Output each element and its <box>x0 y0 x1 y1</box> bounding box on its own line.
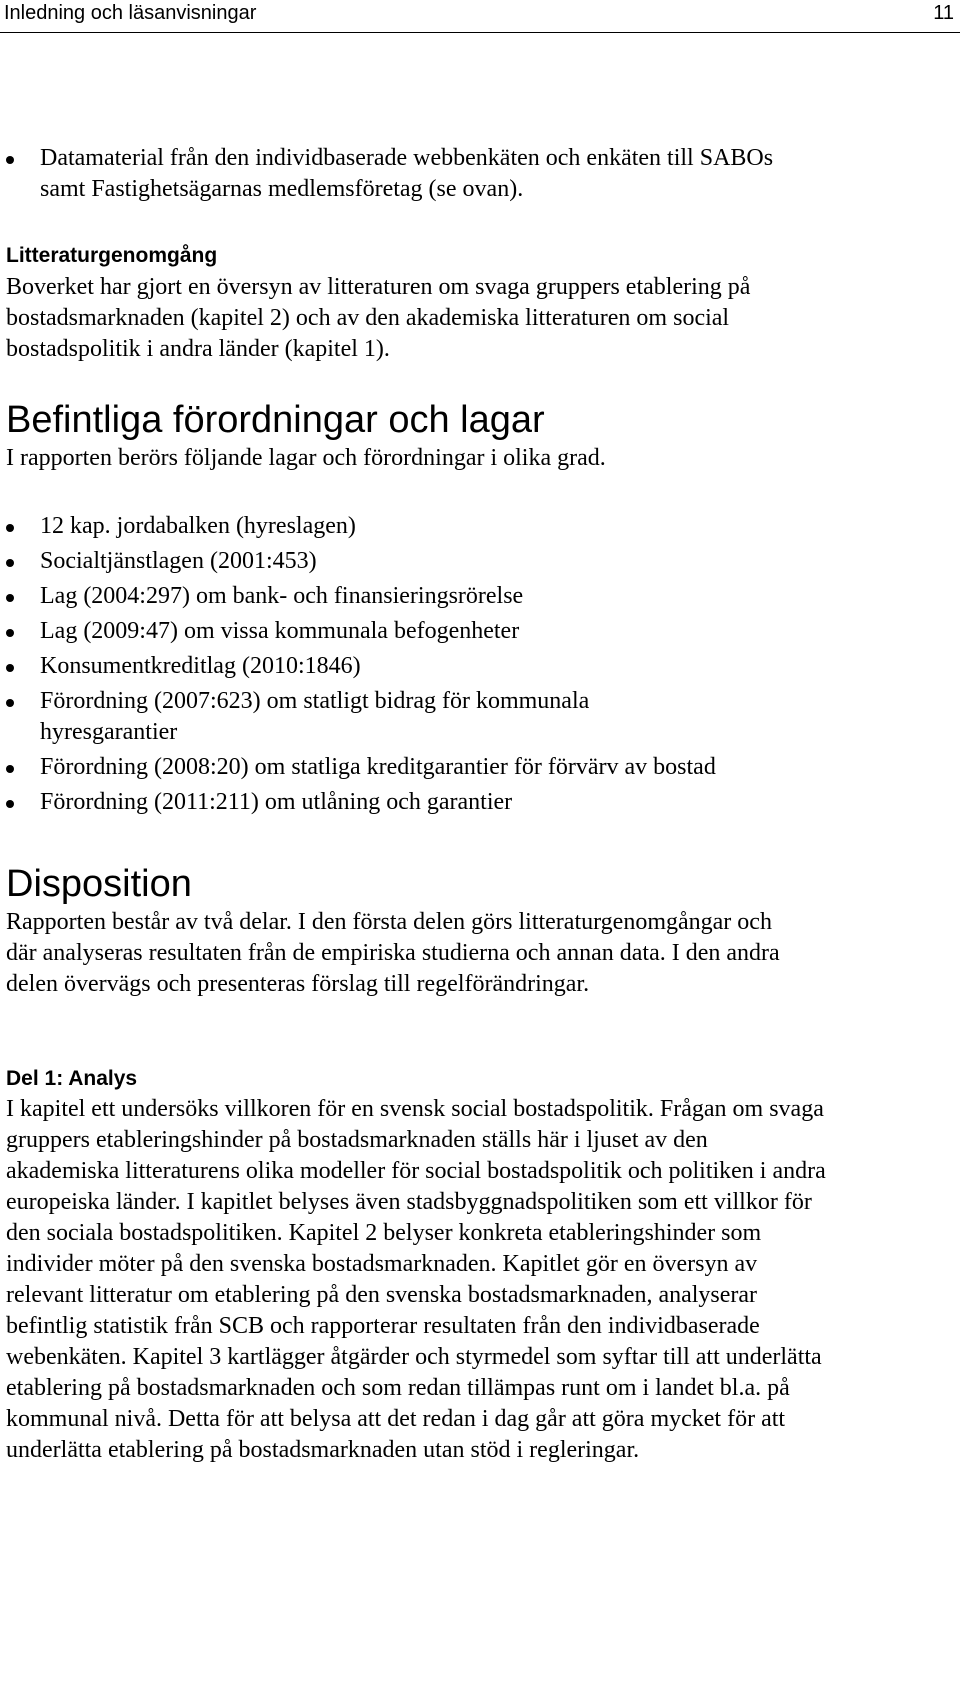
disposition-heading: Disposition <box>6 863 192 905</box>
list-item <box>6 787 836 818</box>
list-item <box>6 581 836 612</box>
list-item-text: Konsumentkreditlag (2010:1846) <box>40 653 361 679</box>
list-item-text: Lag (2004:297) om bank- och finansieringsrörelse <box>40 583 524 609</box>
list-item-text: Datamaterial från den individbaserade webbenkäten och enkäten till SABOs samt Fastighetsägarnas medlemsföretag (se ovan). <box>40 145 774 202</box>
list-item-text: 12 kap. jordabalken (hyreslagen) <box>40 513 356 539</box>
laws-intro: I rapporten berörs följande lagar och förordningar i olika grad. <box>6 445 606 471</box>
list-item-text: Lag (2009:47) om vissa kommunala befogenheter <box>40 618 520 644</box>
part1-paragraph: I kapitel ett undersöks villkoren för en svensk social bostadspolitik. Frågan om svaga gruppers etableringshinder på bostadsmarknaden ställs här i ljuset av den akademiska litteraturens olika modeller för social bostadspolitik och politiken i andra europeiska länder. I kapitlet belyses även stadsbyggnadspolitiken som ett villkor för den sociala bostadspolitiken. Kapitel 2 belyser konkreta etableringshinder som individer möter på den svenska bostadsmarknaden. Kapitlet gör en översyn av relevant litteratur om etablering på den svenska bostadsmarknaden, analyserar befintlig statistik från SCB och rapporterar resultaten från den individbaserade webenkäten. Kapitel 3 kartlägger åtgärder och styrmedel som syftar till att underlätta etablering på bostadsmarknaden och som redan tillämpas runt om i landet bl.a. på kommunal nivå. Detta för att belysa att det redan i dag går att göra mycket för att underlätta etablering på bostadsmarknaden utan stöd i regleringar. <box>6 1096 826 1463</box>
disposition-paragraph: Rapporten består av två delar. I den första delen görs litteraturgenomgångar och där analyseras resultaten från de empiriska studierna och annan data. I den andra delen övervägs och presenteras förslag till regelförändringar. <box>6 909 780 997</box>
bullet-icon <box>6 800 14 808</box>
literature-heading: Litteraturgenomgång <box>6 244 218 267</box>
list-item-text: Förordning (2011:211) om utlåning och garantier <box>40 789 513 815</box>
running-header-title: Inledning och läsanvisningar <box>4 2 257 24</box>
list-item <box>6 686 700 748</box>
list-item <box>6 651 836 682</box>
list-item-text: Förordning (2008:20) om statliga kreditgarantier för förvärv av bostad <box>40 754 716 780</box>
list-item-text: Socialtjänstlagen (2001:453) <box>40 548 317 574</box>
laws-heading: Befintliga förordningar och lagar <box>6 399 545 441</box>
literature-paragraph: Boverket har gjort en översyn av litteraturen om svaga gruppers etablering på bostadsmarknaden (kapitel 2) och av den akademiska litteraturen om social bostadspolitik i andra länder (kapitel 1). <box>6 274 751 362</box>
bullet-icon <box>6 156 14 164</box>
page-number: 11 <box>933 2 954 24</box>
list-item-text: Förordning (2007:623) om statligt bidrag för kommunala hyresgarantier <box>40 688 590 745</box>
bullet-icon <box>6 594 14 602</box>
page-header <box>0 0 960 33</box>
list-item <box>6 752 836 783</box>
bullet-icon <box>6 699 14 707</box>
bullet-icon <box>6 524 14 532</box>
bullet-icon <box>6 765 14 773</box>
list-item <box>6 143 786 205</box>
part1-heading: Del 1: Analys <box>6 1067 138 1090</box>
list-item <box>6 546 836 577</box>
list-item <box>6 511 836 542</box>
data-sources-list <box>6 143 786 205</box>
bullet-icon <box>6 664 14 672</box>
bullet-icon <box>6 629 14 637</box>
list-item <box>6 616 836 647</box>
laws-list <box>6 511 836 822</box>
bullet-icon <box>6 559 14 567</box>
